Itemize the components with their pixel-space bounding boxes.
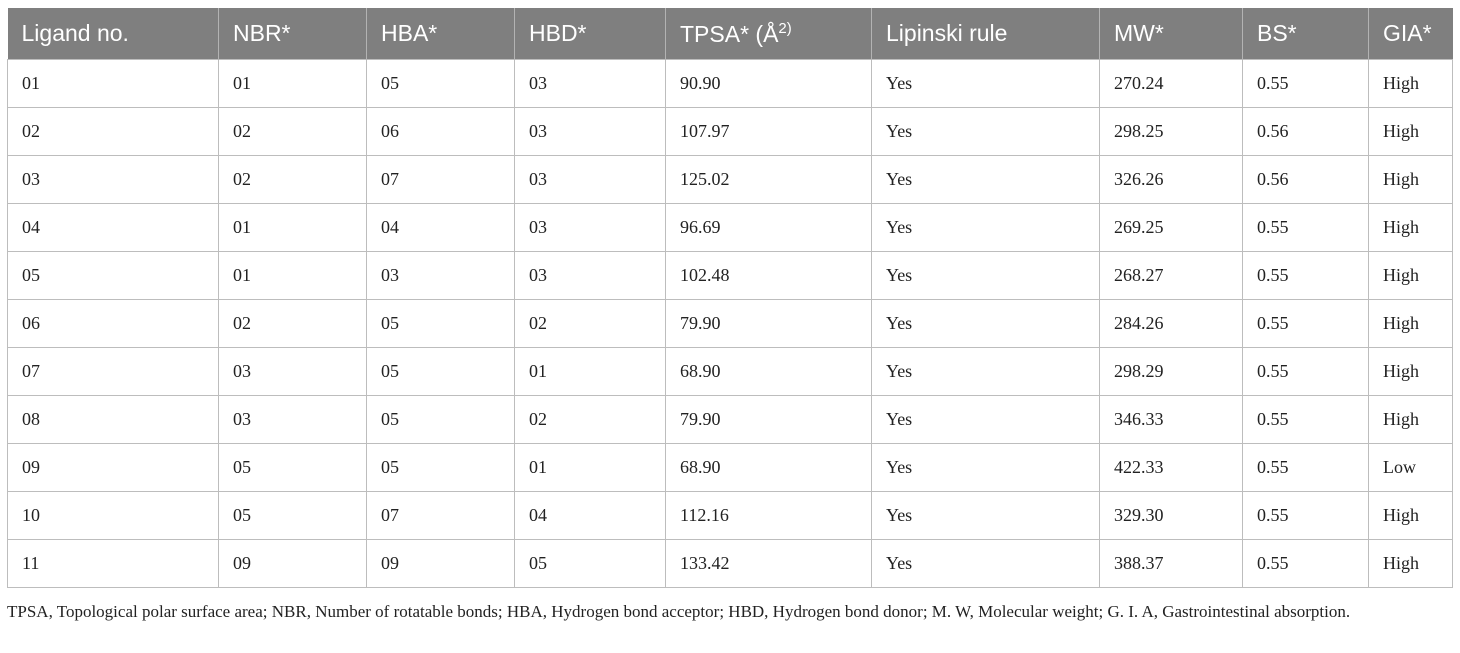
cell-tpsa: 102.48 <box>666 252 872 300</box>
header-ligand-no: Ligand no. <box>8 8 219 60</box>
cell-tpsa: 68.90 <box>666 444 872 492</box>
cell-mw: 346.33 <box>1100 396 1243 444</box>
cell-nbr: 03 <box>219 396 367 444</box>
cell-lipinski-rule: Yes <box>872 156 1100 204</box>
cell-gia: High <box>1369 252 1453 300</box>
header-row <box>8 8 1453 60</box>
cell-mw: 329.30 <box>1100 492 1243 540</box>
cell-lipinski-rule: Yes <box>872 444 1100 492</box>
header-hbd: HBD* <box>515 8 666 60</box>
cell-hba: 03 <box>367 252 515 300</box>
cell-bs: 0.55 <box>1243 204 1369 252</box>
cell-bs: 0.55 <box>1243 444 1369 492</box>
cell-tpsa: 96.69 <box>666 204 872 252</box>
cell-tpsa: 125.02 <box>666 156 872 204</box>
cell-ligand-no: 04 <box>8 204 219 252</box>
cell-nbr: 03 <box>219 348 367 396</box>
cell-ligand-no: 05 <box>8 252 219 300</box>
cell-tpsa: 68.90 <box>666 348 872 396</box>
table-row <box>8 444 1453 492</box>
cell-hba: 06 <box>367 108 515 156</box>
header-gia: GIA* <box>1369 8 1453 60</box>
cell-hbd: 01 <box>515 348 666 396</box>
cell-nbr: 02 <box>219 108 367 156</box>
cell-bs: 0.55 <box>1243 60 1369 108</box>
cell-hba: 04 <box>367 204 515 252</box>
cell-mw: 326.26 <box>1100 156 1243 204</box>
cell-gia: High <box>1369 300 1453 348</box>
cell-ligand-no: 06 <box>8 300 219 348</box>
table-row <box>8 252 1453 300</box>
cell-mw: 388.37 <box>1100 540 1243 588</box>
cell-ligand-no: 09 <box>8 444 219 492</box>
cell-ligand-no: 10 <box>8 492 219 540</box>
table-row <box>8 348 1453 396</box>
cell-mw: 268.27 <box>1100 252 1243 300</box>
cell-gia: Low <box>1369 444 1453 492</box>
header-tpsa-superscript: 2) <box>778 19 792 37</box>
table-row <box>8 156 1453 204</box>
cell-lipinski-rule: Yes <box>872 108 1100 156</box>
cell-hbd: 05 <box>515 540 666 588</box>
cell-bs: 0.55 <box>1243 252 1369 300</box>
cell-gia: High <box>1369 60 1453 108</box>
table-row <box>8 204 1453 252</box>
cell-hbd: 04 <box>515 492 666 540</box>
cell-nbr: 01 <box>219 252 367 300</box>
cell-hbd: 01 <box>515 444 666 492</box>
cell-lipinski-rule: Yes <box>872 252 1100 300</box>
cell-hbd: 03 <box>515 156 666 204</box>
table-row <box>8 300 1453 348</box>
cell-nbr: 02 <box>219 300 367 348</box>
cell-nbr: 05 <box>219 444 367 492</box>
ligand-properties-table <box>7 8 1453 588</box>
cell-hba: 09 <box>367 540 515 588</box>
cell-nbr: 05 <box>219 492 367 540</box>
cell-gia: High <box>1369 396 1453 444</box>
table-row <box>8 60 1453 108</box>
cell-hbd: 03 <box>515 108 666 156</box>
cell-mw: 422.33 <box>1100 444 1243 492</box>
cell-lipinski-rule: Yes <box>872 540 1100 588</box>
cell-bs: 0.56 <box>1243 108 1369 156</box>
cell-tpsa: 79.90 <box>666 300 872 348</box>
cell-gia: High <box>1369 540 1453 588</box>
cell-hbd: 03 <box>515 252 666 300</box>
header-tpsa <box>666 8 872 60</box>
cell-ligand-no: 01 <box>8 60 219 108</box>
cell-ligand-no: 11 <box>8 540 219 588</box>
cell-gia: High <box>1369 204 1453 252</box>
cell-hba: 07 <box>367 156 515 204</box>
cell-hba: 05 <box>367 444 515 492</box>
cell-nbr: 01 <box>219 60 367 108</box>
cell-hba: 05 <box>367 396 515 444</box>
cell-gia: High <box>1369 348 1453 396</box>
header-bs: BS* <box>1243 8 1369 60</box>
cell-lipinski-rule: Yes <box>872 348 1100 396</box>
cell-mw: 269.25 <box>1100 204 1243 252</box>
cell-ligand-no: 02 <box>8 108 219 156</box>
cell-gia: High <box>1369 156 1453 204</box>
cell-hba: 05 <box>367 300 515 348</box>
cell-ligand-no: 07 <box>8 348 219 396</box>
cell-mw: 284.26 <box>1100 300 1243 348</box>
cell-tpsa: 112.16 <box>666 492 872 540</box>
cell-lipinski-rule: Yes <box>872 492 1100 540</box>
table-row <box>8 540 1453 588</box>
table-row <box>8 396 1453 444</box>
table-footnote: TPSA, Topological polar surface area; NBR, Number of rotatable bonds; HBA, Hydrogen bond acceptor; HBD, Hydrogen bond donor; M. W, Molecular weight; G. I. A, Gastrointestinal absorption. <box>7 602 1351 621</box>
cell-mw: 298.29 <box>1100 348 1243 396</box>
header-nbr: NBR* <box>219 8 367 60</box>
header-mw: MW* <box>1100 8 1243 60</box>
ligand-properties-table-container <box>7 8 1452 588</box>
cell-lipinski-rule: Yes <box>872 396 1100 444</box>
cell-mw: 298.25 <box>1100 108 1243 156</box>
header-tpsa-label: TPSA* (Å <box>680 20 779 47</box>
cell-hba: 05 <box>367 348 515 396</box>
header-hba: HBA* <box>367 8 515 60</box>
cell-tpsa: 107.97 <box>666 108 872 156</box>
header-lipinski-rule: Lipinski rule <box>872 8 1100 60</box>
cell-nbr: 01 <box>219 204 367 252</box>
cell-bs: 0.55 <box>1243 348 1369 396</box>
cell-hbd: 03 <box>515 204 666 252</box>
cell-tpsa: 79.90 <box>666 396 872 444</box>
cell-hba: 07 <box>367 492 515 540</box>
cell-hbd: 02 <box>515 300 666 348</box>
cell-gia: High <box>1369 108 1453 156</box>
cell-bs: 0.55 <box>1243 396 1369 444</box>
cell-mw: 270.24 <box>1100 60 1243 108</box>
cell-lipinski-rule: Yes <box>872 300 1100 348</box>
cell-nbr: 09 <box>219 540 367 588</box>
cell-lipinski-rule: Yes <box>872 204 1100 252</box>
cell-hbd: 02 <box>515 396 666 444</box>
cell-tpsa: 90.90 <box>666 60 872 108</box>
table-row <box>8 108 1453 156</box>
cell-bs: 0.55 <box>1243 492 1369 540</box>
cell-gia: High <box>1369 492 1453 540</box>
cell-hba: 05 <box>367 60 515 108</box>
cell-bs: 0.56 <box>1243 156 1369 204</box>
table-row <box>8 492 1453 540</box>
cell-tpsa: 133.42 <box>666 540 872 588</box>
cell-ligand-no: 03 <box>8 156 219 204</box>
cell-bs: 0.55 <box>1243 300 1369 348</box>
cell-ligand-no: 08 <box>8 396 219 444</box>
cell-lipinski-rule: Yes <box>872 60 1100 108</box>
cell-hbd: 03 <box>515 60 666 108</box>
cell-nbr: 02 <box>219 156 367 204</box>
cell-bs: 0.55 <box>1243 540 1369 588</box>
